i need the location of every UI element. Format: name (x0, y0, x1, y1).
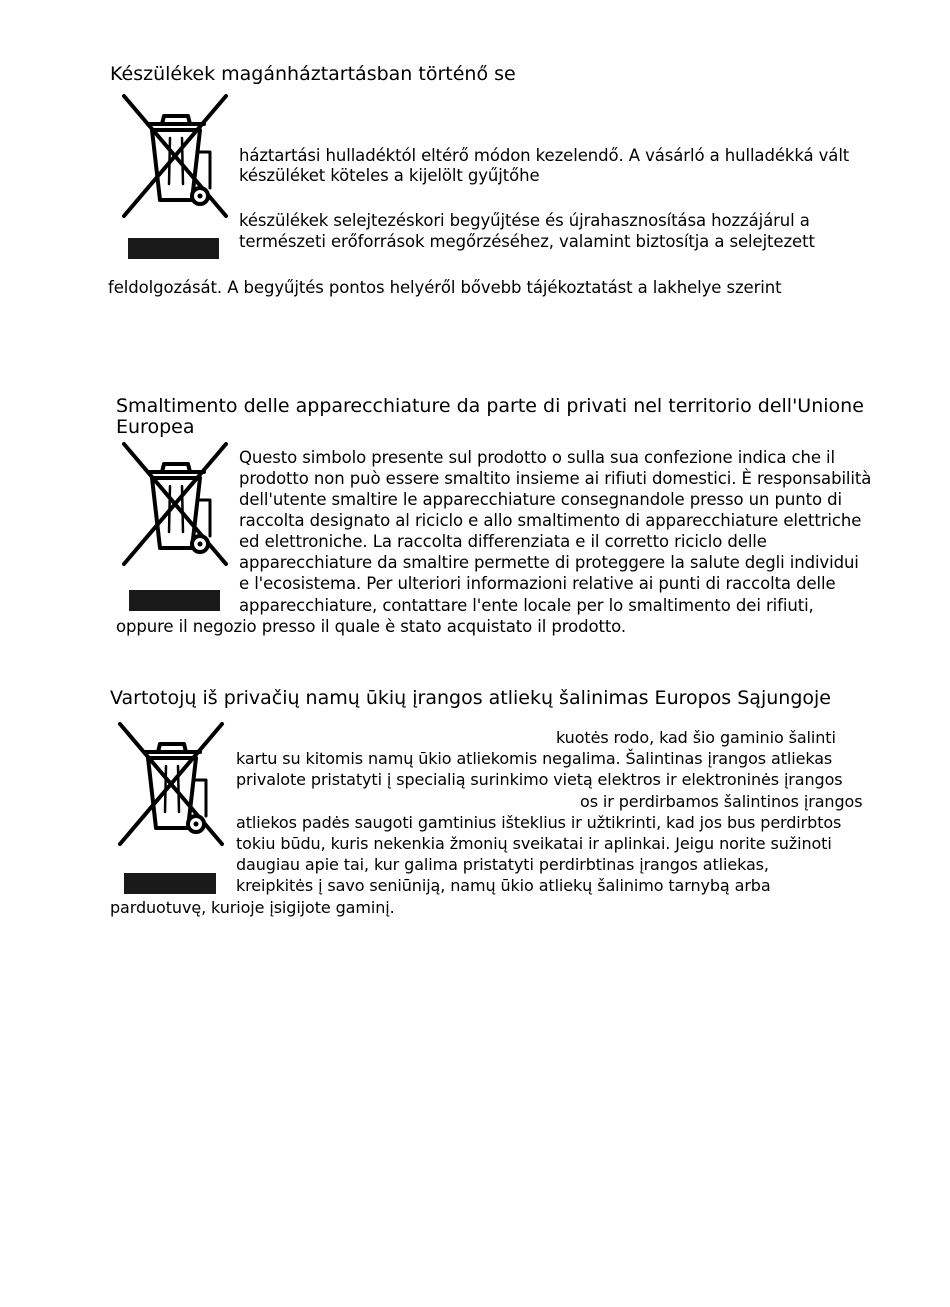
text-line: raccolta designato al riciclo e allo smaltimento di apparecchiature elettriche (239, 511, 862, 530)
section-heading: Vartotojų iš privačių namų ūkių įrangos atliekų šalinimas Europos Sąjungoje (110, 687, 831, 709)
text-line: Questo simbolo presente sul prodotto o sulla sua confezione indica che il (239, 448, 836, 467)
text-line: dell'utente smaltire le apparecchiature consegnandole presso un punto di (239, 490, 842, 509)
text-line: atliekos padės saugoti gamtinius išteklius ir užtikrinti, kad jos bus perdirbtos (236, 813, 842, 832)
text-line: feldolgozását. A begyűjtés pontos helyéről bővebb tájékoztatást a lakhelye szerint (108, 278, 782, 297)
text-line: háztartási hulladéktól eltérő módon kezelendő. A vásárló a hulladékká vált (239, 146, 850, 165)
text-line: daugiau apie tai, kur galima pristatyti perdirbtinas įrangos atliekas, (236, 855, 769, 874)
text-line: parduotuvę, kurioje įsigijote gaminį. (110, 898, 395, 917)
text-line: kartu su kitomis namų ūkio atliekomis negalima. Šalintinas įrangos atliekas (236, 749, 833, 768)
section-heading: Készülékek magánháztartásban történő se (110, 63, 516, 85)
text-line: ed elettroniche. La raccolta differenziata e il corretto riciclo delle (239, 532, 767, 551)
text-line: privalote pristatyti į specialią surinkimo vietą elektros ir elektroninės įrangos (236, 770, 843, 789)
section-heading: Smaltimento delle apparecchiature da parte di privati nel territorio dell'Unione Europea (116, 395, 864, 438)
weee-black-bar (124, 873, 216, 894)
crossed-out-wheelie-bin-icon (118, 440, 234, 568)
text-line: apparecchiature, contattare l'ente locale per lo smaltimento dei rifiuti, (239, 596, 814, 615)
text-line: készülékek selejtezéskori begyűjtése és újrahasznosítása hozzájárul a (239, 211, 810, 230)
text-line: oppure il negozio presso il quale è stato acquistato il prodotto. (116, 617, 627, 636)
weee-black-bar (129, 590, 220, 611)
text-line: kreipkitės į savo seniūniją, namų ūkio atliekų šalinimo tarnybą arba (236, 876, 771, 895)
text-line: kuotės rodo, kad šio gaminio šalinti (556, 728, 836, 747)
text-line: apparecchiature da smaltire permette di proteggere la salute degli individui (239, 553, 859, 572)
text-line: tokiu būdu, kuris nekenkia žmonių sveikatai ir aplinkai. Jeigu norite sužinoti (236, 834, 832, 853)
text-line: prodotto non può essere smaltito insieme ai rifiuti domestici. È responsabilità (239, 469, 872, 488)
text-line: természeti erőforrások megőrzéséhez, valamint biztosítja a selejtezett (239, 232, 815, 251)
text-line: os ir perdirbamos šalintinos įrangos (580, 792, 863, 811)
crossed-out-wheelie-bin-icon (118, 92, 234, 220)
weee-black-bar (128, 238, 219, 259)
text-line: készüléket köteles a kijelölt gyűjtőhe (239, 166, 540, 185)
text-line: e l'ecosistema. Per ulteriori informazioni relative ai punti di raccolta delle (239, 574, 836, 593)
crossed-out-wheelie-bin-icon (114, 720, 230, 848)
